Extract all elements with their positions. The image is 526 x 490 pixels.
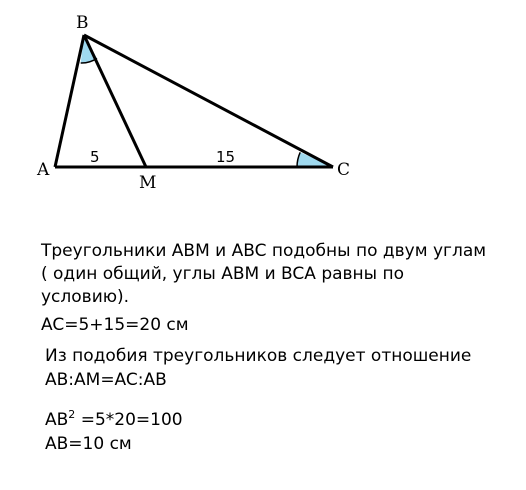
solution-line-7 [45, 409, 183, 431]
vertex-c-label: C [337, 160, 351, 180]
exponent: 2 [68, 408, 76, 421]
ab-base: AB [45, 410, 69, 430]
solution-line-8: AB=10 см [45, 434, 132, 454]
vertex-b-label: B [76, 13, 89, 33]
triangle-figure [0, 0, 526, 200]
solution-line-4: AC=5+15=20 см [41, 315, 189, 335]
vertex-m-label: M [139, 173, 157, 193]
side-ab [55, 35, 84, 167]
solution-line-2: ( один общий, углы ABM и BCA равны по [41, 264, 405, 284]
solution-line-6: AB:AM=AC:AB [45, 370, 167, 390]
segment-mc-length: 15 [216, 148, 236, 166]
side-bc [84, 35, 333, 167]
solution-line-1: Треугольники ABM и ABC подобны по двум углам [41, 241, 487, 261]
segment-am-length: 5 [90, 148, 100, 166]
solution-line-5: Из подобия треугольников следует отношение [45, 346, 472, 366]
equation-rest: =5*20=100 [75, 410, 183, 430]
vertex-a-label: A [37, 160, 50, 180]
solution-line-3: условию). [41, 287, 130, 307]
